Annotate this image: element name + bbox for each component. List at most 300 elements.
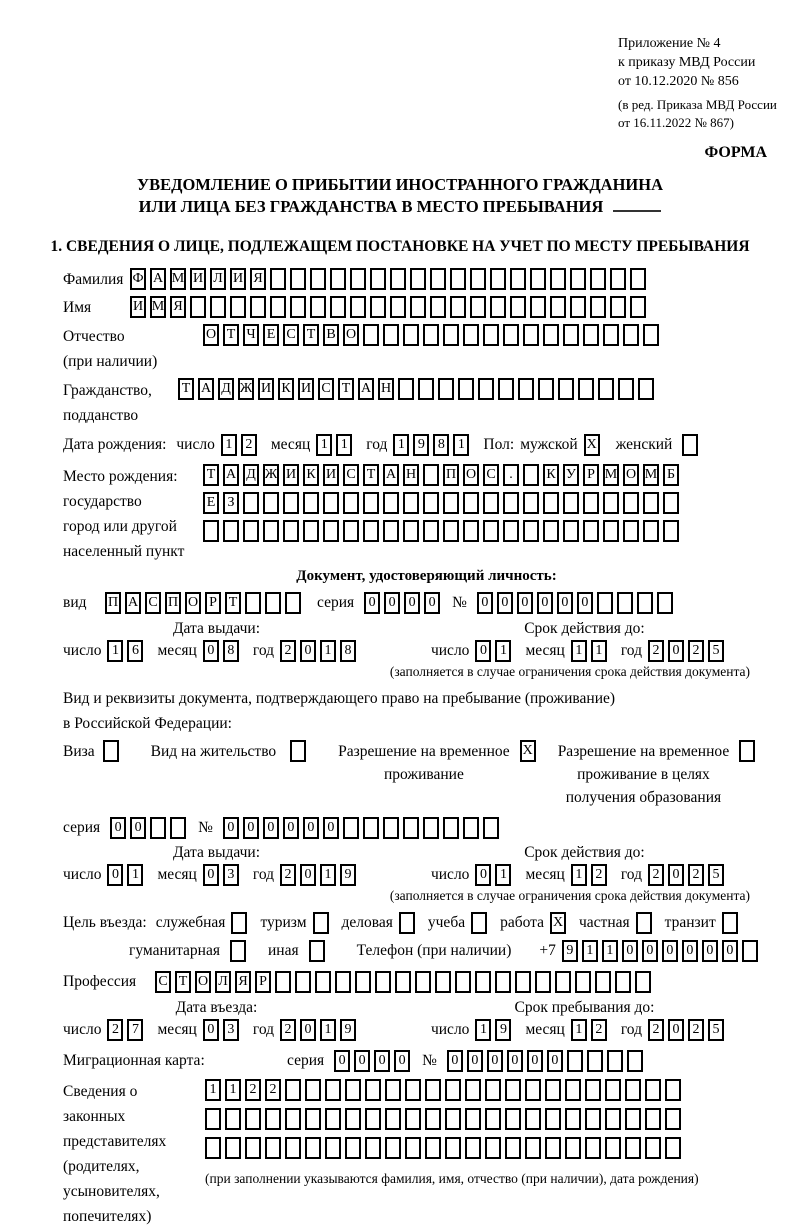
form-cell[interactable]: 1 — [107, 640, 123, 662]
form-cell[interactable] — [543, 324, 559, 346]
form-cell[interactable]: 0 — [507, 1050, 523, 1072]
form-cell[interactable]: 5 — [708, 864, 724, 886]
form-cell[interactable] — [425, 1108, 441, 1130]
form-cell[interactable] — [285, 1079, 301, 1101]
form-cell[interactable] — [210, 296, 226, 318]
form-cell[interactable]: 1 — [495, 864, 511, 886]
form-cell[interactable] — [445, 1079, 461, 1101]
form-cell[interactable] — [555, 971, 571, 993]
form-cell[interactable]: 1 — [225, 1079, 241, 1101]
form-cell[interactable]: 0 — [110, 817, 126, 839]
form-cell[interactable] — [570, 296, 586, 318]
form-cell[interactable] — [450, 268, 466, 290]
form-cell[interactable]: Т — [225, 592, 241, 614]
form-cell[interactable] — [485, 1108, 501, 1130]
form-cell[interactable] — [503, 492, 519, 514]
form-cell[interactable]: 1 — [320, 640, 336, 662]
form-cell[interactable]: М — [150, 296, 166, 318]
form-cell[interactable]: 0 — [203, 640, 219, 662]
form-cell[interactable]: 0 — [557, 592, 573, 614]
form-cell[interactable]: 2 — [688, 640, 704, 662]
form-cell[interactable] — [330, 268, 346, 290]
form-cell[interactable] — [590, 296, 606, 318]
form-cell[interactable] — [590, 268, 606, 290]
form-cell[interactable] — [405, 1108, 421, 1130]
form-cell[interactable] — [485, 1079, 501, 1101]
form-cell[interactable]: X — [584, 434, 600, 456]
form-cell[interactable] — [583, 492, 599, 514]
form-cell[interactable]: С — [483, 464, 499, 486]
form-cell[interactable] — [290, 296, 306, 318]
form-cell[interactable] — [523, 492, 539, 514]
form-cell[interactable]: 1 — [336, 434, 352, 456]
phone-digit-boxes[interactable] — [562, 940, 762, 962]
form-cell[interactable] — [363, 492, 379, 514]
form-cell[interactable] — [350, 268, 366, 290]
form-cell[interactable] — [523, 520, 539, 542]
form-cell[interactable] — [265, 592, 281, 614]
form-cell[interactable] — [490, 268, 506, 290]
form-cell[interactable]: 2 — [591, 1019, 607, 1041]
form-cell[interactable] — [385, 1137, 401, 1159]
form-cell[interactable]: С — [318, 378, 334, 400]
form-cell[interactable] — [627, 1050, 643, 1072]
form-cell[interactable]: 9 — [340, 864, 356, 886]
form-cell[interactable]: Н — [378, 378, 394, 400]
form-cell[interactable] — [443, 520, 459, 542]
form-cell[interactable] — [645, 1079, 661, 1101]
form-cell[interactable] — [263, 520, 279, 542]
given-name-boxes[interactable] — [130, 296, 650, 318]
residence-issue-month-boxes[interactable] — [203, 864, 243, 886]
form-cell[interactable]: 0 — [263, 817, 279, 839]
form-cell[interactable]: Ж — [238, 378, 254, 400]
form-cell[interactable] — [250, 296, 266, 318]
form-cell[interactable] — [343, 492, 359, 514]
purpose-work-checkbox[interactable] — [550, 912, 570, 934]
citizenship-boxes[interactable] — [178, 378, 658, 400]
form-cell[interactable]: 1 — [205, 1079, 221, 1101]
form-cell[interactable]: К — [278, 378, 294, 400]
form-cell[interactable]: О — [343, 324, 359, 346]
form-cell[interactable]: 9 — [562, 940, 578, 962]
form-cell[interactable] — [245, 592, 261, 614]
doc-issue-day-boxes[interactable] — [107, 640, 147, 662]
form-cell[interactable] — [313, 912, 329, 934]
form-cell[interactable] — [455, 971, 471, 993]
form-cell[interactable]: П — [105, 592, 121, 614]
form-cell[interactable] — [585, 1079, 601, 1101]
form-cell[interactable] — [450, 296, 466, 318]
form-cell[interactable] — [305, 1108, 321, 1130]
form-cell[interactable]: Т — [303, 324, 319, 346]
form-cell[interactable] — [623, 520, 639, 542]
form-cell[interactable]: 2 — [648, 864, 664, 886]
form-cell[interactable] — [315, 971, 331, 993]
form-cell[interactable]: О — [203, 324, 219, 346]
profession-boxes[interactable] — [155, 971, 655, 993]
form-cell[interactable] — [383, 520, 399, 542]
form-cell[interactable]: И — [190, 268, 206, 290]
form-cell[interactable] — [510, 268, 526, 290]
form-cell[interactable]: 0 — [107, 864, 123, 886]
form-cell[interactable] — [525, 1079, 541, 1101]
form-cell[interactable] — [365, 1079, 381, 1101]
form-cell[interactable]: Я — [235, 971, 251, 993]
form-cell[interactable] — [370, 296, 386, 318]
form-cell[interactable] — [565, 1137, 581, 1159]
form-cell[interactable] — [615, 971, 631, 993]
form-cell[interactable]: 8 — [223, 640, 239, 662]
form-cell[interactable]: 8 — [433, 434, 449, 456]
form-cell[interactable]: Р — [205, 592, 221, 614]
form-cell[interactable] — [458, 378, 474, 400]
form-cell[interactable] — [550, 296, 566, 318]
form-cell[interactable] — [583, 324, 599, 346]
form-cell[interactable]: 0 — [303, 817, 319, 839]
form-cell[interactable] — [563, 324, 579, 346]
form-cell[interactable] — [203, 520, 219, 542]
form-cell[interactable] — [483, 324, 499, 346]
form-cell[interactable]: 1 — [453, 434, 469, 456]
form-cell[interactable]: 0 — [404, 592, 420, 614]
birth-month-boxes[interactable] — [316, 434, 356, 456]
doc-series-boxes[interactable] — [364, 592, 444, 614]
form-cell[interactable] — [231, 912, 247, 934]
form-cell[interactable] — [395, 971, 411, 993]
form-cell[interactable]: 3 — [223, 864, 239, 886]
form-cell[interactable]: К — [303, 464, 319, 486]
form-cell[interactable] — [443, 817, 459, 839]
purpose-business-checkbox[interactable] — [231, 912, 251, 934]
form-cell[interactable] — [345, 1137, 361, 1159]
form-cell[interactable] — [607, 1050, 623, 1072]
form-cell[interactable] — [603, 520, 619, 542]
form-cell[interactable] — [563, 492, 579, 514]
form-cell[interactable] — [523, 464, 539, 486]
form-cell[interactable]: И — [258, 378, 274, 400]
form-cell[interactable] — [390, 296, 406, 318]
form-cell[interactable] — [405, 1079, 421, 1101]
residence-valid-year-boxes[interactable] — [648, 864, 728, 886]
form-cell[interactable]: 0 — [722, 940, 738, 962]
form-cell[interactable] — [310, 268, 326, 290]
form-cell[interactable]: 0 — [668, 1019, 684, 1041]
form-cell[interactable] — [518, 378, 534, 400]
form-cell[interactable] — [543, 492, 559, 514]
purpose-private-checkbox[interactable] — [636, 912, 656, 934]
form-cell[interactable] — [403, 520, 419, 542]
form-cell[interactable] — [355, 971, 371, 993]
form-cell[interactable] — [305, 1079, 321, 1101]
form-cell[interactable]: О — [623, 464, 639, 486]
form-cell[interactable]: 0 — [354, 1050, 370, 1072]
form-cell[interactable]: 2 — [280, 864, 296, 886]
form-cell[interactable]: 0 — [577, 592, 593, 614]
form-cell[interactable] — [598, 378, 614, 400]
form-cell[interactable] — [390, 268, 406, 290]
form-cell[interactable] — [682, 434, 698, 456]
form-cell[interactable]: 0 — [642, 940, 658, 962]
form-cell[interactable]: 0 — [394, 1050, 410, 1072]
form-cell[interactable] — [565, 1079, 581, 1101]
form-cell[interactable]: 0 — [475, 640, 491, 662]
form-cell[interactable]: 1 — [320, 864, 336, 886]
form-cell[interactable] — [285, 1108, 301, 1130]
purpose-other-checkbox[interactable] — [309, 940, 329, 962]
form-cell[interactable] — [597, 592, 613, 614]
form-cell[interactable] — [605, 1137, 621, 1159]
form-cell[interactable]: 2 — [265, 1079, 281, 1101]
form-cell[interactable] — [230, 940, 246, 962]
form-cell[interactable]: 1 — [316, 434, 332, 456]
form-cell[interactable] — [605, 1108, 621, 1130]
form-cell[interactable] — [303, 520, 319, 542]
form-cell[interactable] — [643, 520, 659, 542]
form-cell[interactable]: 0 — [475, 864, 491, 886]
form-cell[interactable] — [323, 520, 339, 542]
form-cell[interactable] — [739, 740, 755, 762]
form-cell[interactable] — [363, 817, 379, 839]
form-cell[interactable] — [483, 520, 499, 542]
form-cell[interactable]: Н — [403, 464, 419, 486]
form-cell[interactable]: 0 — [364, 592, 380, 614]
form-cell[interactable]: 3 — [223, 1019, 239, 1041]
form-cell[interactable]: И — [323, 464, 339, 486]
form-cell[interactable]: 0 — [203, 1019, 219, 1041]
form-cell[interactable] — [630, 296, 646, 318]
form-cell[interactable]: 0 — [374, 1050, 390, 1072]
form-cell[interactable] — [483, 817, 499, 839]
entry-year-boxes[interactable] — [280, 1019, 360, 1041]
form-cell[interactable]: 2 — [648, 1019, 664, 1041]
form-cell[interactable]: 0 — [668, 640, 684, 662]
form-cell[interactable]: . — [503, 464, 519, 486]
purpose-study-checkbox[interactable] — [471, 912, 491, 934]
form-cell[interactable] — [423, 464, 439, 486]
form-cell[interactable] — [335, 971, 351, 993]
form-cell[interactable]: С — [145, 592, 161, 614]
form-cell[interactable] — [303, 492, 319, 514]
form-cell[interactable]: 2 — [245, 1079, 261, 1101]
form-cell[interactable]: 1 — [571, 1019, 587, 1041]
surname-boxes[interactable] — [130, 268, 650, 290]
form-cell[interactable]: 0 — [487, 1050, 503, 1072]
form-cell[interactable]: 0 — [467, 1050, 483, 1072]
form-cell[interactable] — [630, 268, 646, 290]
stay-day-boxes[interactable] — [475, 1019, 515, 1041]
form-cell[interactable]: 0 — [517, 592, 533, 614]
form-cell[interactable] — [423, 324, 439, 346]
form-cell[interactable]: У — [563, 464, 579, 486]
form-cell[interactable] — [543, 520, 559, 542]
form-cell[interactable] — [430, 268, 446, 290]
form-cell[interactable] — [558, 378, 574, 400]
form-cell[interactable] — [523, 324, 539, 346]
form-cell[interactable]: 0 — [334, 1050, 350, 1072]
form-cell[interactable] — [205, 1108, 221, 1130]
doc-valid-month-boxes[interactable] — [571, 640, 611, 662]
form-cell[interactable] — [545, 1137, 561, 1159]
doc-issue-month-boxes[interactable] — [203, 640, 243, 662]
form-cell[interactable]: 8 — [340, 640, 356, 662]
form-cell[interactable] — [465, 1137, 481, 1159]
form-cell[interactable]: 0 — [203, 864, 219, 886]
form-cell[interactable] — [483, 492, 499, 514]
form-cell[interactable] — [325, 1079, 341, 1101]
form-cell[interactable] — [535, 971, 551, 993]
form-cell[interactable]: И — [230, 268, 246, 290]
form-cell[interactable] — [465, 1108, 481, 1130]
form-cell[interactable]: 9 — [495, 1019, 511, 1041]
form-cell[interactable]: Д — [243, 464, 259, 486]
form-cell[interactable] — [370, 268, 386, 290]
birth-year-boxes[interactable] — [393, 434, 473, 456]
temp-residence-permit-checkbox[interactable] — [520, 740, 540, 762]
form-cell[interactable] — [505, 1137, 521, 1159]
form-cell[interactable]: Ф — [130, 268, 146, 290]
form-cell[interactable]: А — [358, 378, 374, 400]
form-cell[interactable]: 0 — [662, 940, 678, 962]
form-cell[interactable] — [445, 1137, 461, 1159]
form-cell[interactable]: 9 — [340, 1019, 356, 1041]
form-cell[interactable]: О — [463, 464, 479, 486]
doc-kind-boxes[interactable] — [105, 592, 305, 614]
form-cell[interactable] — [343, 817, 359, 839]
form-cell[interactable] — [243, 520, 259, 542]
form-cell[interactable] — [545, 1108, 561, 1130]
form-cell[interactable] — [637, 592, 653, 614]
form-cell[interactable]: С — [283, 324, 299, 346]
residence-issue-year-boxes[interactable] — [280, 864, 360, 886]
form-cell[interactable] — [223, 520, 239, 542]
form-cell[interactable]: А — [150, 268, 166, 290]
form-cell[interactable]: 0 — [300, 640, 316, 662]
form-cell[interactable] — [625, 1079, 641, 1101]
residence-series-boxes[interactable] — [110, 817, 190, 839]
form-cell[interactable] — [463, 324, 479, 346]
form-cell[interactable]: Б — [663, 464, 679, 486]
purpose-transit-checkbox[interactable] — [722, 912, 742, 934]
form-cell[interactable]: 0 — [223, 817, 239, 839]
form-cell[interactable] — [585, 1108, 601, 1130]
form-cell[interactable]: О — [185, 592, 201, 614]
form-cell[interactable] — [623, 324, 639, 346]
form-cell[interactable] — [530, 296, 546, 318]
form-cell[interactable]: 1 — [571, 864, 587, 886]
form-cell[interactable] — [625, 1108, 641, 1130]
form-cell[interactable] — [225, 1137, 241, 1159]
form-cell[interactable] — [265, 1137, 281, 1159]
form-cell[interactable] — [305, 1137, 321, 1159]
form-cell[interactable] — [295, 971, 311, 993]
form-cell[interactable] — [510, 296, 526, 318]
form-cell[interactable] — [170, 817, 186, 839]
form-cell[interactable]: 2 — [280, 640, 296, 662]
form-cell[interactable] — [587, 1050, 603, 1072]
form-cell[interactable]: Т — [203, 464, 219, 486]
form-cell[interactable]: 2 — [591, 864, 607, 886]
form-cell[interactable] — [418, 378, 434, 400]
form-cell[interactable] — [230, 296, 246, 318]
entry-month-boxes[interactable] — [203, 1019, 243, 1041]
residence-issue-day-boxes[interactable] — [107, 864, 147, 886]
legal-reps-boxes-row-3[interactable] — [205, 1137, 699, 1159]
form-cell[interactable]: 0 — [682, 940, 698, 962]
entry-day-boxes[interactable] — [107, 1019, 147, 1041]
form-cell[interactable] — [471, 912, 487, 934]
form-cell[interactable]: И — [130, 296, 146, 318]
form-cell[interactable]: 1 — [571, 640, 587, 662]
form-cell[interactable] — [325, 1108, 341, 1130]
form-cell[interactable] — [503, 324, 519, 346]
form-cell[interactable] — [309, 940, 325, 962]
form-cell[interactable]: 1 — [320, 1019, 336, 1041]
form-cell[interactable]: 0 — [447, 1050, 463, 1072]
form-cell[interactable] — [365, 1137, 381, 1159]
form-cell[interactable]: 7 — [127, 1019, 143, 1041]
form-cell[interactable] — [423, 520, 439, 542]
form-cell[interactable] — [636, 912, 652, 934]
form-cell[interactable]: Е — [263, 324, 279, 346]
form-cell[interactable]: 2 — [688, 1019, 704, 1041]
form-cell[interactable] — [545, 1079, 561, 1101]
form-cell[interactable] — [283, 520, 299, 542]
form-cell[interactable] — [643, 492, 659, 514]
form-cell[interactable] — [385, 1108, 401, 1130]
form-cell[interactable] — [585, 1137, 601, 1159]
form-cell[interactable] — [275, 971, 291, 993]
form-cell[interactable] — [478, 378, 494, 400]
form-cell[interactable]: 0 — [424, 592, 440, 614]
form-cell[interactable] — [538, 378, 554, 400]
form-cell[interactable]: О — [195, 971, 211, 993]
form-cell[interactable] — [310, 296, 326, 318]
form-cell[interactable] — [490, 296, 506, 318]
form-cell[interactable] — [603, 492, 619, 514]
form-cell[interactable]: М — [643, 464, 659, 486]
form-cell[interactable] — [470, 268, 486, 290]
form-cell[interactable]: 0 — [300, 864, 316, 886]
form-cell[interactable]: Т — [363, 464, 379, 486]
form-cell[interactable] — [463, 520, 479, 542]
form-cell[interactable] — [443, 324, 459, 346]
birth-place-boxes-row-3[interactable] — [203, 520, 683, 542]
form-cell[interactable] — [283, 492, 299, 514]
form-cell[interactable]: А — [125, 592, 141, 614]
form-cell[interactable] — [665, 1079, 681, 1101]
form-cell[interactable] — [463, 492, 479, 514]
form-cell[interactable] — [515, 971, 531, 993]
form-cell[interactable]: И — [283, 464, 299, 486]
form-cell[interactable]: Р — [583, 464, 599, 486]
form-cell[interactable]: К — [543, 464, 559, 486]
form-cell[interactable] — [567, 1050, 583, 1072]
form-cell[interactable] — [605, 1079, 621, 1101]
form-cell[interactable]: Т — [223, 324, 239, 346]
form-cell[interactable]: П — [443, 464, 459, 486]
form-cell[interactable]: Т — [338, 378, 354, 400]
form-cell[interactable] — [290, 268, 306, 290]
form-cell[interactable] — [438, 378, 454, 400]
form-cell[interactable]: В — [323, 324, 339, 346]
form-cell[interactable]: И — [298, 378, 314, 400]
form-cell[interactable] — [363, 324, 379, 346]
form-cell[interactable]: 5 — [708, 640, 724, 662]
form-cell[interactable]: 0 — [537, 592, 553, 614]
form-cell[interactable] — [722, 912, 738, 934]
form-cell[interactable]: X — [520, 740, 536, 762]
